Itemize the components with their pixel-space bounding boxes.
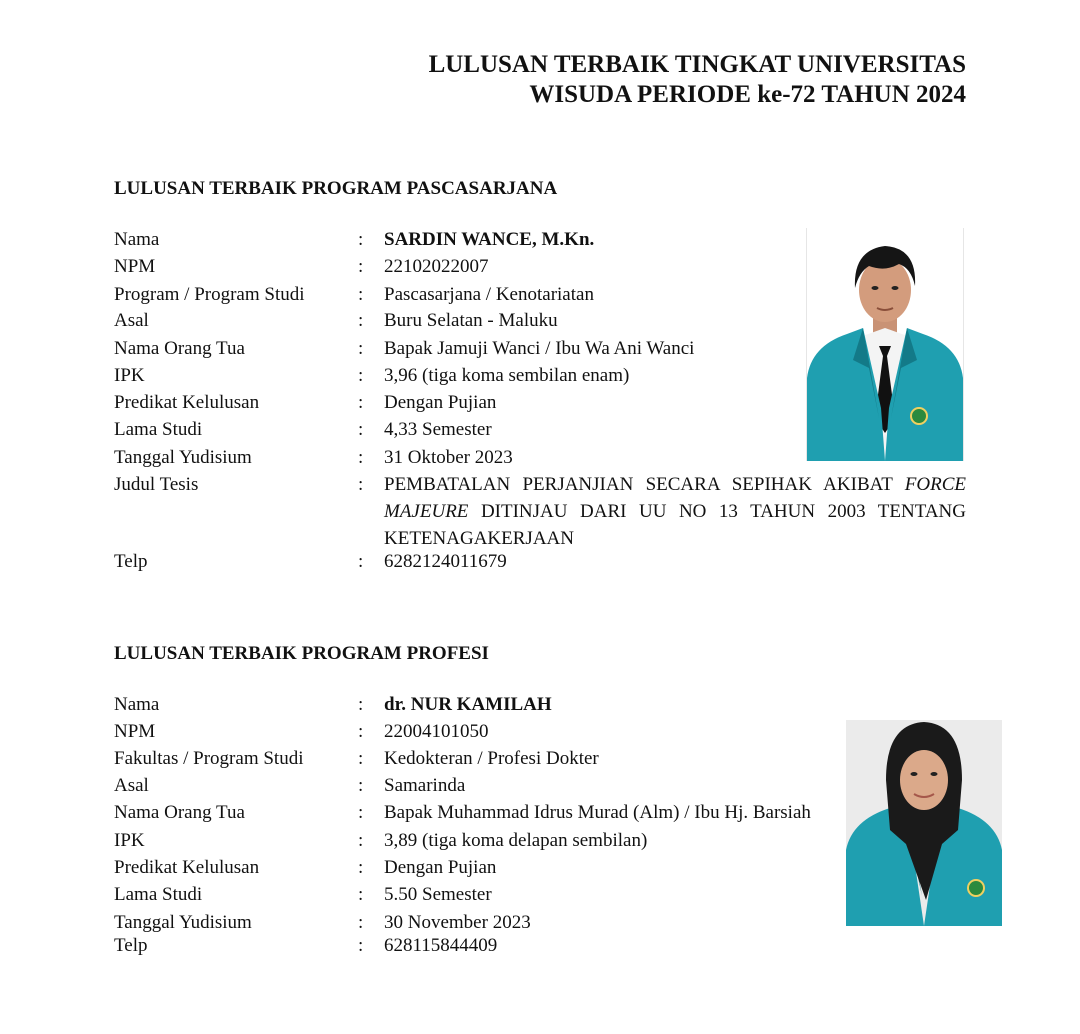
field-separator: : <box>358 338 364 359</box>
field-label: Judul Tesis <box>114 474 199 495</box>
field-label: IPK <box>114 365 145 386</box>
field-label: NPM <box>114 256 156 277</box>
field-value: 30 November 2023 <box>384 912 531 933</box>
field-separator: : <box>358 935 364 956</box>
field-separator: : <box>358 447 364 468</box>
thesis-title <box>384 471 966 552</box>
field-label: Nama Orang Tua <box>114 338 245 359</box>
field-value: Kedokteran / Profesi Dokter <box>384 748 599 769</box>
field-label: Telp <box>114 935 148 956</box>
field-separator: : <box>358 912 364 933</box>
graduate-photo-profesi <box>846 720 1002 926</box>
field-separator: : <box>358 310 364 331</box>
section-title-profesi: LULUSAN TERBAIK PROGRAM PROFESI <box>114 643 489 664</box>
graduate-photo-pascasarjana <box>806 228 964 461</box>
portrait-illustration <box>807 228 963 461</box>
field-label: Nama Orang Tua <box>114 802 245 823</box>
field-value: 3,89 (tiga koma delapan sembilan) <box>384 830 648 851</box>
field-value: Buru Selatan - Maluku <box>384 310 558 331</box>
field-separator: : <box>358 775 364 796</box>
field-separator: : <box>358 474 364 495</box>
field-separator: : <box>358 229 364 250</box>
field-separator: : <box>358 694 364 715</box>
field-label: Predikat Kelulusan <box>114 392 260 413</box>
header-title-line-1: LULUSAN TERBAIK TINGKAT UNIVERSITAS <box>428 51 966 78</box>
thesis-title-part-2: DITINJAU DARI UU NO 13 TAHUN 2003 TENTANG KETENAGAKERJAAN <box>384 501 966 549</box>
field-label: Asal <box>114 310 149 331</box>
field-value: 628115844409 <box>384 935 498 956</box>
field-separator: : <box>358 748 364 769</box>
field-separator: : <box>358 857 364 878</box>
field-value: Bapak Jamuji Wanci / Ibu Wa Ani Wanci <box>384 338 695 359</box>
field-value: Pascasarjana / Kenotariatan <box>384 284 594 305</box>
field-separator: : <box>358 392 364 413</box>
field-label: Asal <box>114 775 149 796</box>
field-separator: : <box>358 884 364 905</box>
field-separator: : <box>358 365 364 386</box>
field-label: Lama Studi <box>114 419 203 440</box>
field-separator: : <box>358 802 364 823</box>
field-value: Dengan Pujian <box>384 392 497 413</box>
field-label: Program / Program Studi <box>114 284 305 305</box>
field-value: 4,33 Semester <box>384 419 492 440</box>
field-separator: : <box>358 830 364 851</box>
field-value: 3,96 (tiga koma sembilan enam) <box>384 365 630 386</box>
graduate-name: dr. NUR KAMILAH <box>384 694 552 715</box>
field-value: 31 Oktober 2023 <box>384 447 513 468</box>
field-separator: : <box>358 419 364 440</box>
field-separator: : <box>358 551 364 572</box>
portrait-illustration <box>846 720 1002 926</box>
field-value: Dengan Pujian <box>384 857 497 878</box>
field-value: 5.50 Semester <box>384 884 492 905</box>
field-separator: : <box>358 284 364 305</box>
field-value: Samarinda <box>384 775 466 796</box>
field-label: Predikat Kelulusan <box>114 857 260 878</box>
graduate-name: SARDIN WANCE, M.Kn. <box>384 229 595 250</box>
field-value: 22004101050 <box>384 721 489 742</box>
field-label: Nama <box>114 694 160 715</box>
thesis-title-part-1: PEMBATALAN PERJANJIAN SECARA SEPIHAK AKIBAT <box>384 474 905 495</box>
field-value: 22102022007 <box>384 256 489 277</box>
field-value: 6282124011679 <box>384 551 507 572</box>
field-label: Telp <box>114 551 148 572</box>
field-label: Lama Studi <box>114 884 203 905</box>
field-label: Nama <box>114 229 160 250</box>
document-header <box>429 50 966 110</box>
field-label: Fakultas / Program Studi <box>114 748 304 769</box>
field-label: Tanggal Yudisium <box>114 912 252 933</box>
field-label: Tanggal Yudisium <box>114 447 252 468</box>
thesis-title-italic: FORCE MAJEURE <box>384 474 966 522</box>
field-separator: : <box>358 721 364 742</box>
field-label: IPK <box>114 830 145 851</box>
header-title-line-2: WISUDA PERIODE ke-72 TAHUN 2024 <box>529 81 966 108</box>
field-separator: : <box>358 256 364 277</box>
field-label: NPM <box>114 721 156 742</box>
section-title-pascasarjana: LULUSAN TERBAIK PROGRAM PASCASARJANA <box>114 178 558 199</box>
field-value: Bapak Muhammad Idrus Murad (Alm) / Ibu Hj. Barsiah <box>384 802 811 823</box>
